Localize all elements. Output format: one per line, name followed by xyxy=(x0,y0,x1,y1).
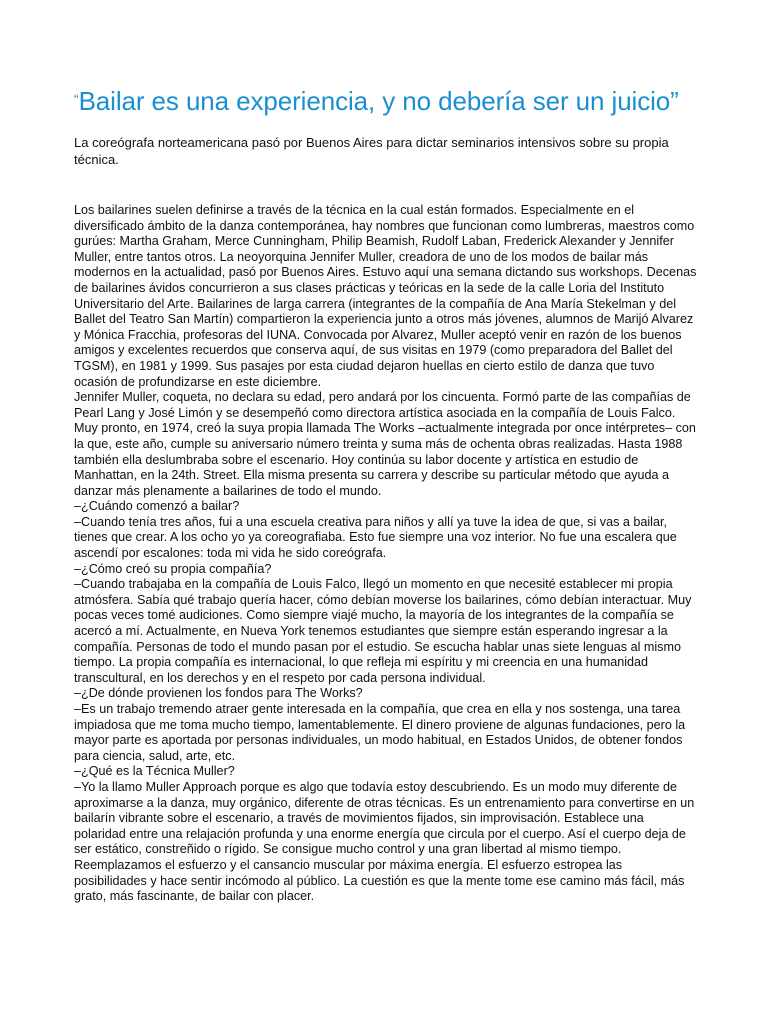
interview-question: –¿Cuándo comenzó a bailar? xyxy=(74,499,240,514)
title-open-quote: “ xyxy=(74,91,79,107)
interview-answer: –Cuando tenía tres años, fui a una escuela creativa para niños y allí ya tuve la idea de que, si vas a bailar, tienes que crear. A los ocho yo ya coreografiaba. Esto fue siempre una voz interior. No fue una escalera que ascendí por escalones: toda mi vida he sido coreógrafa. xyxy=(74,514,677,561)
interview-answer: –Es un trabajo tremendo atraer gente interesada en la compañía, que crea en ella y nos sostenga, una tarea impiadosa que me toma mucho tiempo, lamentablemente. El dinero proviene de algunas fundaciones, pero la mayor parte es aportada por personas individuales, un modo habitual, en Estados Unidos, de obtener fondos para ciencia, salud, arte, etc. xyxy=(74,702,686,763)
article-subtitle: La coreógrafa norteamericana pasó por Buenos Aires para dictar seminarios intensivos sobre su propia técnica. xyxy=(74,135,669,167)
body-paragraph-intro: Los bailarines suelen definirse a través de la técnica en la cual están formados. Especialmente en el diversificado ámbito de la danza contemporánea, hay nombres que funcionan como lumbreras, maestros como gurúes: Martha Graham, Merce Cunningham, Philip Beamish, Rudolf Laban, Frederick Alexander y Jennifer Muller, entre tantos otros. La neoyorquina Jennifer Muller, creadora de uno de los modos de bailar más modernos en la actualidad, pasó por Buenos Aires. Estuvo aquí una semana dictando sus workshops. Decenas de bailarines ávidos concurrieron a sus clases prácticas y teóricas en la sede de la calle Loria del Instituto Universitario del Arte. Bailarines de larga carrera (integrantes de la compañía de Ana María Stekelman y del Ballet del Teatro San Martín) compartieron la experiencia junto a otros más jóvenes, alumnos de Marijó Alvarez y Mónica Fracchia, profesoras del IUNA. Convocada por Alvarez, Muller aceptó venir en razón de los buenos amigos y excelentes recuerdos que conserva aquí, de sus visitas en 1979 (como preparadora del Ballet del TGSM), en 1981 y 1999. Sus pasajes por esta ciudad dejaron huellas en cierto estilo de danza que tuvo ocasión de profundizarse en este diciembre. xyxy=(74,203,697,389)
article-body xyxy=(74,203,698,905)
interview-answer: –Yo la llamo Muller Approach porque es algo que todavía estoy descubriendo. Es un modo muy diferente de aproximarse a la danza, muy orgánico, diferente de otras técnicas. Es un entrenamiento para convertirse en un bailarín vibrante sobre el escenario, a través de movimientos fijados, sin improvisación. Establece una polaridad entre una relajación profunda y una enorme energía que circula por el cuerpo. Así el cuerpo deja de ser estático, constreñido o rígido. Se consigue mucho control y una gran libertad al mismo tiempo. Reemplazamos el esfuerzo y el cansancio muscular por máxima energía. El esfuerzo estropea las posibilidades y hace sentir incómodo al público. La cuestión es que la mente tome ese camino más fácil, más grato, más fascinante, de bailar con placer. xyxy=(74,779,695,904)
document-page xyxy=(74,84,698,905)
article-title xyxy=(74,84,698,117)
title-text: Bailar es una experiencia, y no debería ser un juicio” xyxy=(78,86,679,116)
interview-answer: –Cuando trabajaba en la compañía de Louis Falco, llegó un momento en que necesité establecer mi propia atmósfera. Sabía qué trabajo quería hacer, cómo debían moverse los bailarines, cómo debían interactuar. Muy pocas veces tomé audiciones. Como siempre viajé mucho, la mayoría de los integrantes de la compañía se acercó a mí. Actualmente, en Nueva York tenemos estudiantes que siempre están esperando ingresar a la compañía. Personas de todo el mundo pasan por el estudio. Se escucha hablar unas siete lenguas al mismo tiempo. La propia compañía es internacional, lo que refleja mi espíritu y mi creencia en una humanidad transcultural, en los derechos y en el respeto por cada persona individual. xyxy=(74,577,692,685)
interview-question: –¿Qué es la Técnica Muller? xyxy=(74,764,235,779)
interview-question: –¿Cómo creó su propia compañía? xyxy=(74,561,272,576)
interview-question: –¿De dónde provienen los fondos para The Works? xyxy=(74,686,363,701)
body-paragraph-bio: Jennifer Muller, coqueta, no declara su edad, pero andará por los cincuenta. Formó parte de las compañías de Pearl Lang y José Limón y se desempeñó como directora artística asociada en la compañía de Louis Falco. Muy pronto, en 1974, creó la suya propia llamada The Works –actualmente integrada por once intérpretes– con la que, este año, cumple su aniversario número treinta y suma más de ochenta obras realizadas. Hasta 1988 también ella deslumbraba sobre el escenario. Hoy continúa su labor docente y artística en estudio de Manhattan, en la 24th. Street. Ella misma presenta su carrera y describe su particular método que ayuda a danzar más plenamente a bailarines de todo el mundo. xyxy=(74,390,696,498)
